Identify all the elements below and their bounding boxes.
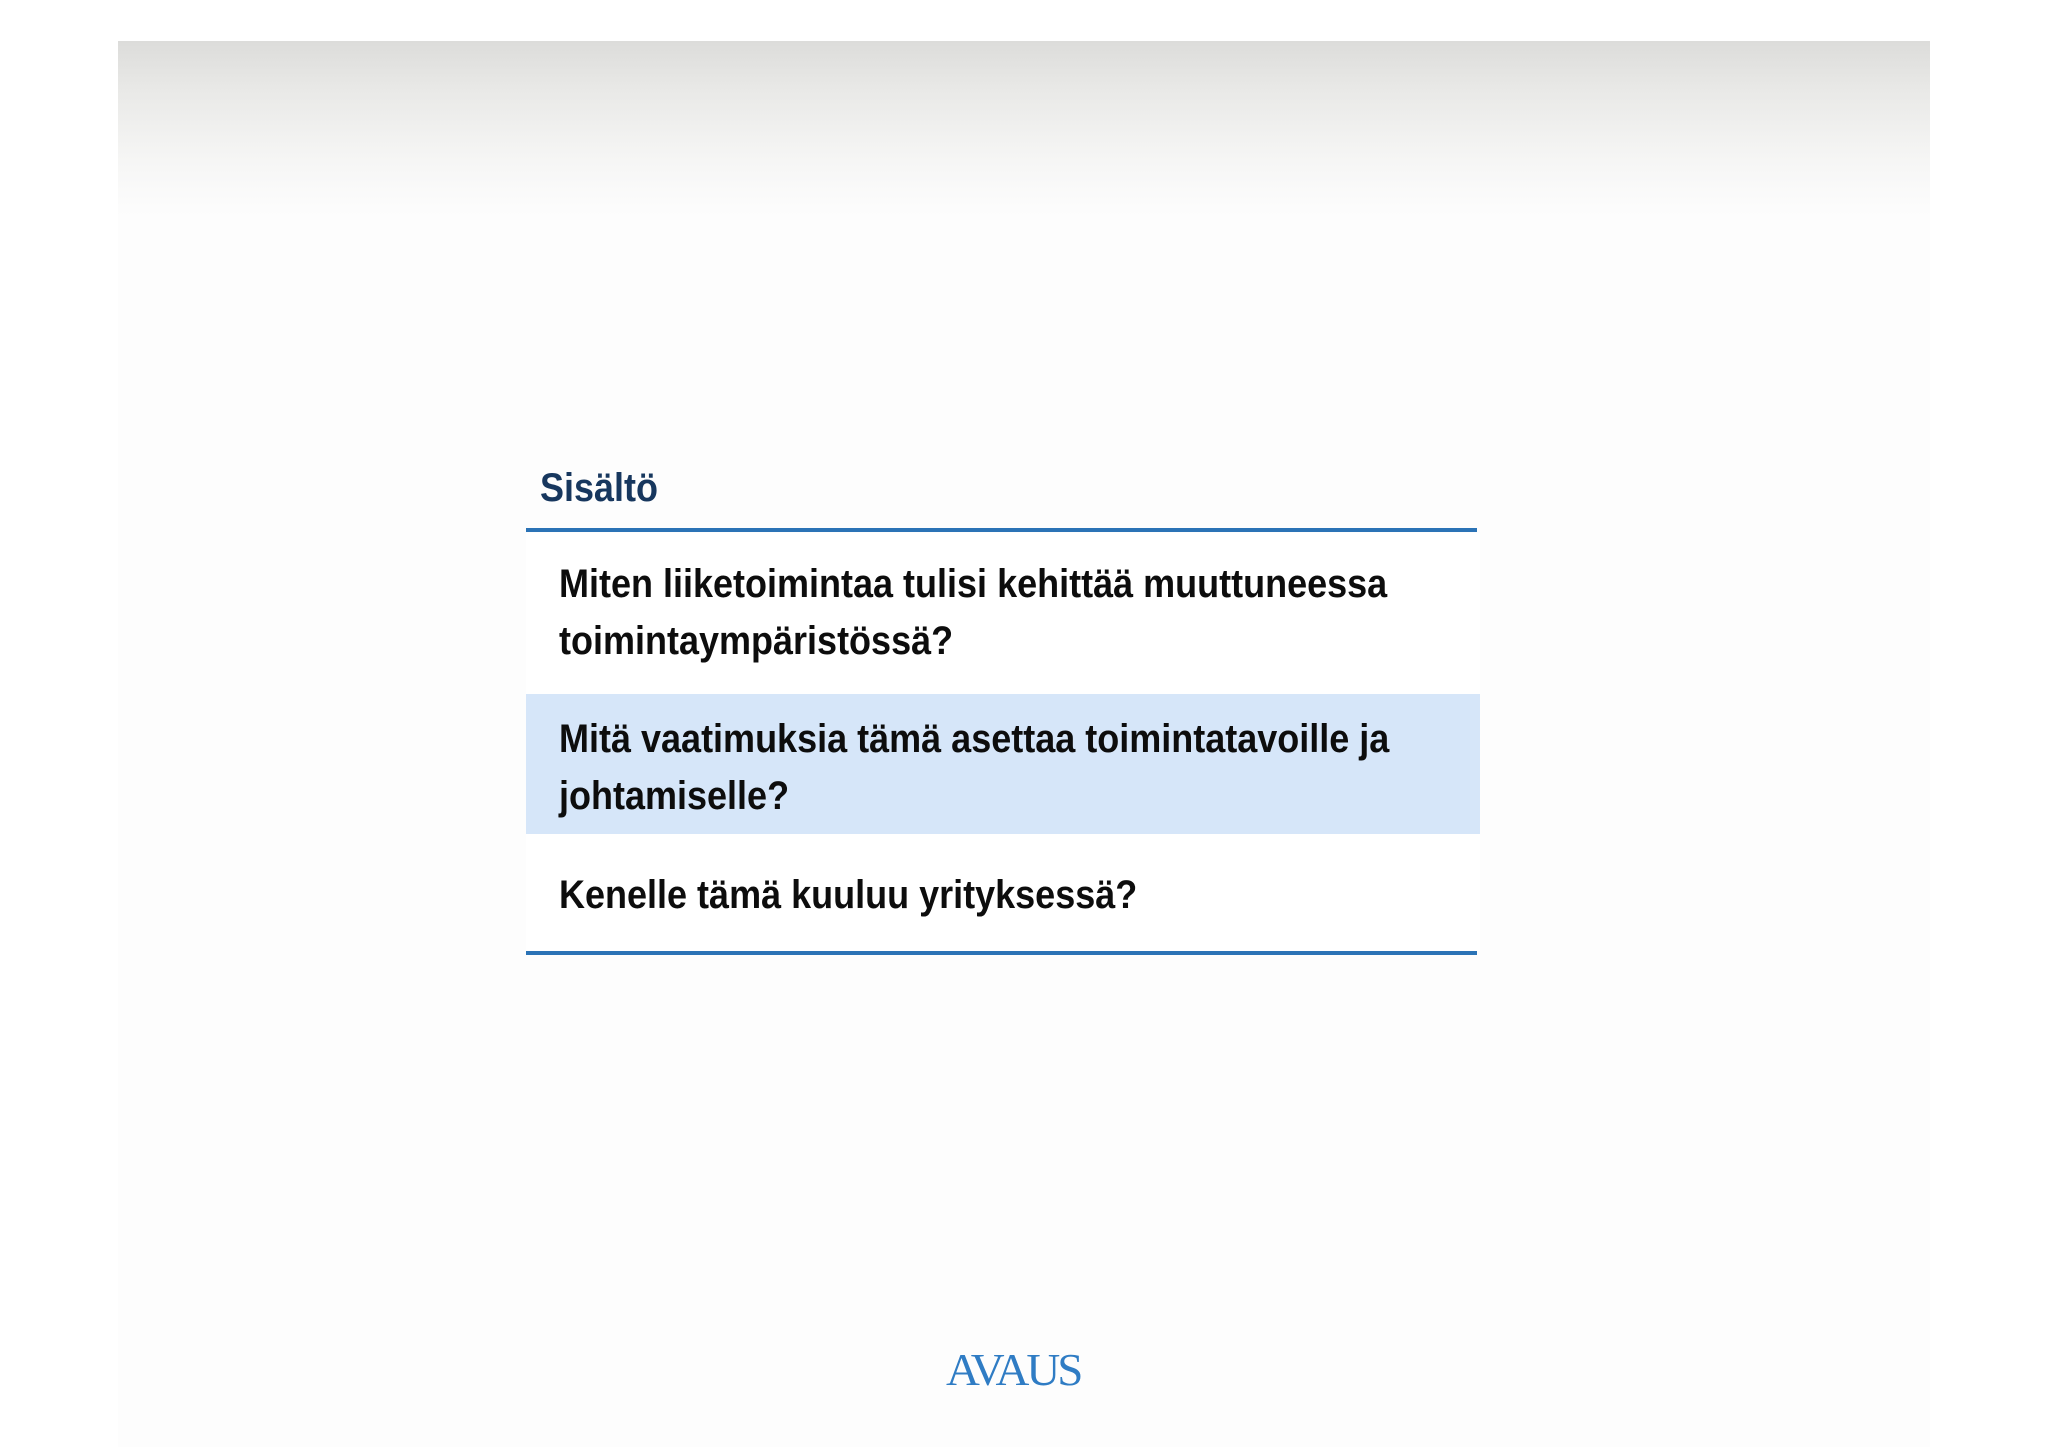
agenda-item-highlighted: [526, 694, 1480, 834]
contents-heading: Sisältö: [540, 466, 659, 510]
bottom-rule: [526, 951, 1477, 955]
agenda-item-text: Mitä vaatimuksia tämä asettaa toimintatavoille ja johtamiselle?: [559, 717, 1390, 818]
agenda-item-text: Miten liiketoimintaa tulisi kehittää muuttuneessa toimintaympäristössä?: [559, 562, 1388, 663]
top-rule: [526, 528, 1477, 532]
agenda-item: [526, 834, 1480, 951]
agenda-item: [526, 533, 1480, 694]
avaus-logo: AVAUS: [946, 1344, 1081, 1395]
agenda-item-text: Kenelle tämä kuuluu yrityksessä?: [559, 873, 1138, 917]
